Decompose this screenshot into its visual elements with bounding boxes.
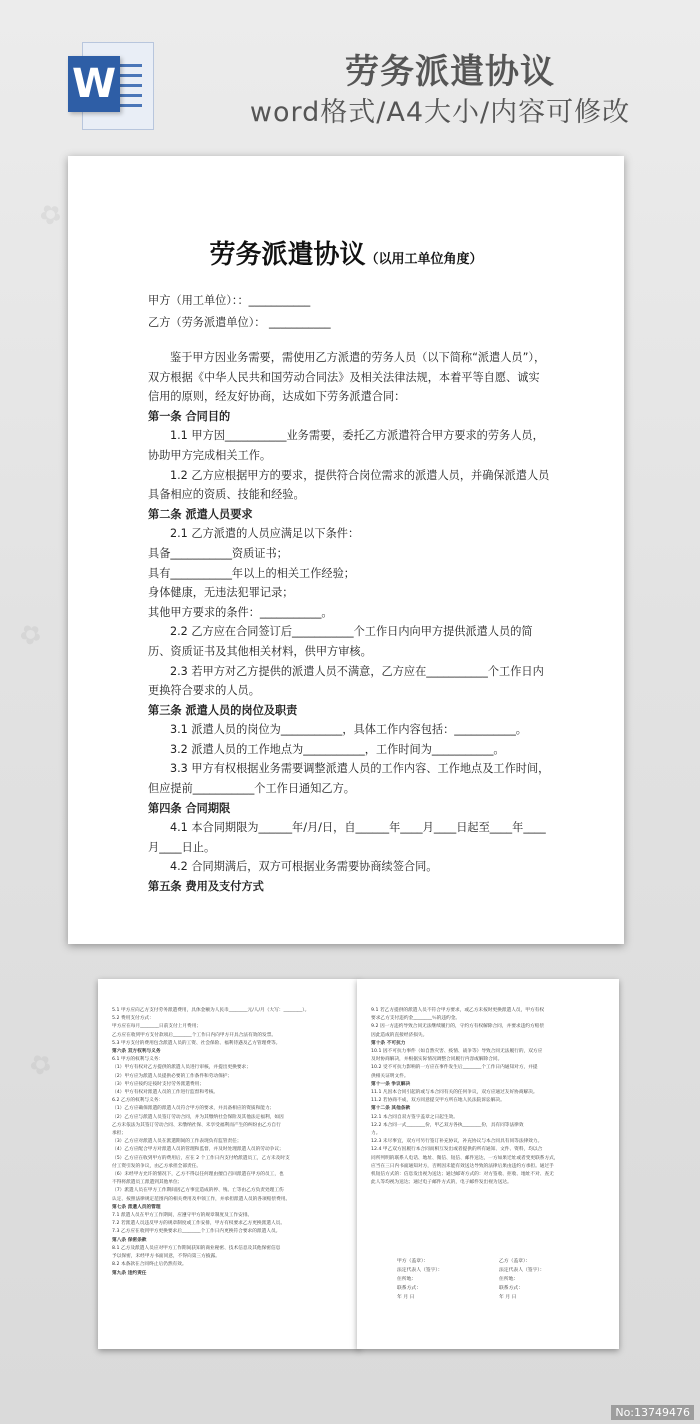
text-line: （3）甲方应按约定按时支付劳务派遣费用；: [112, 1081, 205, 1087]
thumbnail-2-text: [112, 1007, 344, 1278]
section-heading: 第七条 派遣人员的管理: [112, 1204, 161, 1210]
text-line: 此人等均视为送达；通过电子邮件方式的，电子邮件发出视为送达。: [371, 1180, 512, 1186]
section-heading: 第五条 费用及支付方式: [148, 880, 264, 894]
paragraph: 3.3 甲方有权根据业务需要调整派遣人员的工作内容、工作地点及工作时间，但应提前___________个工作日通知乙方。: [148, 762, 550, 796]
text-line: 9.1 若乙方提供的派遣人员不符合甲方要求，或乙方未按时更换派遣人员，甲方有权: [371, 1008, 545, 1013]
page-title: 劳务派遣协议: [345, 52, 555, 92]
text-line: 7.3 乙方应在收到甲方更换要求后________个工作日内更换符合要求的派遣人员。: [112, 1229, 281, 1235]
signature-line: 乙方（盖章）：: [499, 1259, 531, 1264]
signature-block-a: [397, 1257, 443, 1302]
document-page-thumbnail-3: [357, 979, 619, 1349]
watermark-decoration: ✿: [23, 1046, 58, 1084]
signature-line: 联系方式：: [499, 1286, 523, 1291]
text-line: 7.1 派遣人员在甲方工作期间，应遵守甲方的规章制度及工作安排。: [112, 1213, 253, 1219]
paragraph: 3.1 派遣人员的岗位为___________，具体工作内容包括：___________。: [170, 723, 527, 737]
text-line: （2）甲方应为派遣人员提供必要的工作条件和劳动保护；: [112, 1073, 233, 1079]
watermark-decoration: ✿: [33, 196, 68, 234]
signature-line: 住所地：: [499, 1277, 519, 1282]
text-line: 同所列明的联系人电话、地址、微信、短信、邮件送达，一方如果迁址或者变更联系方式，: [371, 1155, 559, 1161]
section-heading: 第三条 派遣人员的岗位及职责: [148, 703, 298, 717]
text-line: 力。: [371, 1131, 381, 1137]
text-line: 乙方未依法为其签订劳动合同、未缴纳社保、未享受福利而产生的纠纷由乙方自行: [112, 1122, 281, 1128]
text-line: 11.1 凡因本合同引起的或与本合同有关的任何争议，双方应通过友好协商解决。: [371, 1090, 538, 1096]
paragraph: 1.1 甲方因___________业务需要，委托乙方派遣符合甲方要求的劳务人员，协助甲方完成相关工作。: [148, 429, 544, 462]
signature-line: 法定代表人（签字）：: [397, 1268, 443, 1273]
text-line: 予以保密，未经甲方书面同意，不得向第三方披露。: [112, 1254, 220, 1260]
paragraph: 鉴于甲方因业务需要，需使用乙方派遣的劳务人员（以下简称“派遣人员”），双方根据《中华人民共和国劳动合同法》及相关法律法规，本着平等自愿、诚实信用的原则，经友好协商，达成如下劳务派遣合同：: [148, 351, 546, 404]
text-line: 5.1 甲方应向乙方支付劳务派遣费用，具体金额为人民币________元/人/月（大写：________）。: [112, 1008, 310, 1013]
section-heading: 第九条 违约责任: [112, 1270, 147, 1276]
text-line: （6）未经甲方允许的情况下，乙方不得以任何理由擅自召回派遣在甲方的员工，也: [112, 1172, 284, 1178]
section-heading: 第一条 合同目的: [148, 409, 231, 423]
text-line: 乙方应在收到甲方支付款项后________个工作日内向甲方开具合法有效的发票。: [112, 1032, 277, 1038]
signature-line: 住所地：: [397, 1277, 417, 1282]
party-a-line: 甲方（用工单位）：：___________: [148, 294, 311, 307]
text-line: 5.2 费用支付方式：: [112, 1016, 154, 1022]
signature-line: 法定代表人（签字）：: [499, 1268, 545, 1273]
text-line: 及时协商解决，并根据实际情况调整合同履行内容或解除合同。: [371, 1057, 503, 1063]
paragraph: 2.3 若甲方对乙方提供的派遣人员不满意，乙方应在___________个工作日内更换符合要求的人员。: [148, 664, 544, 698]
signature-line: 联系方式：: [397, 1286, 421, 1291]
text-line: 12.2 本合同一式________份，甲乙双方各执________份，具有同等法律效: [371, 1122, 524, 1128]
text-line: （2）乙方应与派遣人员签订劳动合同，并为其缴纳社会保险及其他法定福利，如因: [112, 1114, 284, 1120]
text-line: 5.3 甲方支付的费用包含派遣人员的工资、社会保险、福利待遇及乙方管理费等。: [112, 1040, 281, 1046]
text-line: 10.1 因不可抗力事件（如自然灾害、疫情、战争等）导致合同无法履行的，双方应: [371, 1049, 543, 1055]
text-line: 甲方应在每月________日前支付上月费用；: [112, 1024, 202, 1030]
text-line: （1）甲方有权对乙方提供的派遣人员进行审核，并提出更换要求；: [112, 1065, 251, 1071]
text-line: 7.2 若派遣人员违反甲方的规章制度或工作安排，甲方有权要求乙方更换派遣人员。: [112, 1221, 286, 1227]
page-subtitle: word格式/A4大小/内容可修改: [249, 97, 631, 128]
text-line: 供相关证明文件。: [371, 1073, 409, 1079]
text-line: 要求乙方支付违约金________％的违约金。: [371, 1016, 461, 1022]
text-line: 承担；: [112, 1131, 127, 1137]
text-line: 因此造成的直接经济损失。: [371, 1032, 428, 1038]
text-line: 9.2 因一方违约导致合同无法继续履行的，守约方有权解除合同，并要求违约方赔偿: [371, 1024, 545, 1030]
text-line: 应当在三日内书面通知对方，否则因未能有效送达导致的法律后果由违约方承担。通过手: [371, 1163, 554, 1169]
text-line: 8.2 本条款在合同终止后仍然有效。: [112, 1262, 187, 1268]
document-page-thumbnail-2: [98, 979, 360, 1349]
paragraph: 具有___________年以上的相关工作经验；: [148, 566, 355, 580]
watermark-decoration: ✿: [13, 616, 48, 654]
thumbnail-3-text: [371, 1007, 603, 1187]
text-line: 不得将派遣员工派遣到其他单位；: [112, 1180, 183, 1186]
paragraph: 4.2 合同期满后，双方可根据业务需要协商续签合同。: [170, 860, 438, 874]
document-page-main: [68, 156, 624, 944]
signature-line: 年 月 日: [499, 1295, 517, 1300]
text-line: （5）乙方应在收到甲方的费用后，应在 2 个工作日内支付给派遣员工，乙方未及时支: [112, 1155, 290, 1161]
paragraph: 2.1 乙方派遣的人员应满足以下条件：: [170, 527, 360, 541]
text-line: 机短信方式的：信息发出视为送达；通过邮寄方式的：对方签收、拒收、地址不对、查无: [371, 1172, 554, 1178]
text-line: 12.4 甲乙双方因履行本合同而相互发出或者提供的所有通知、文件、资料，均以合: [371, 1147, 543, 1153]
document-paragraphs: [148, 348, 550, 897]
text-line: （3）乙方应对派遣人员在派遣期间的工作表现负有监管责任；: [112, 1139, 242, 1145]
paragraph: 具备___________资质证书；: [148, 546, 288, 560]
section-heading: 第二条 派遣人员要求: [148, 507, 253, 521]
text-line: 认定、按照法律规定范围内的相关费用及申领工作，并承担派遣人员的各项赔偿费用。: [112, 1196, 291, 1202]
text-line: 6.1 甲方的权利与义务：: [112, 1057, 164, 1063]
document-title-sub: （以用工单位角度）: [365, 252, 483, 267]
text-line: 付工资引发的争议，由乙方承担全部责任。: [112, 1163, 202, 1169]
document-title: [68, 234, 624, 271]
document-body: [148, 290, 550, 897]
signature-line: 年 月 日: [397, 1295, 415, 1300]
text-line: （4）乙方应配合甲方对派遣人员的管理和监督，并及时处理派遣人员的劳动争议；: [112, 1147, 284, 1153]
paragraph: 身体健康，无违法犯罪记录；: [148, 586, 294, 600]
text-line: 8.1 乙方及派遣人员应对甲方工作期间获知的商业秘密、技术信息及其他保密信息: [112, 1245, 281, 1251]
paragraph: 2.2 乙方应在合同签订后___________个工作日内向甲方提供派遣人员的简历、资质证书及其他相关材料，供甲方审核。: [148, 625, 533, 658]
text-line: 11.2 若协商不成，双方同意提交甲方所在地人民法院诉讼解决。: [371, 1098, 505, 1104]
text-line: 12.3 未尽事宜，双方可另行签订补充协议，补充协议与本合同具有同等法律效力。: [371, 1139, 543, 1145]
section-heading: 第四条 合同期限: [148, 801, 231, 815]
paragraph: 其他甲方要求的条件：___________。: [148, 605, 333, 619]
document-title-main: 劳务派遣协议: [209, 240, 366, 270]
paragraph: 4.1 本合同期限为______年/月/日，自______年____月____日起至____年____月____日止。: [148, 821, 546, 854]
section-heading: 第十条 不可抗力: [371, 1040, 406, 1046]
paragraph: 1.2 乙方应根据甲方的要求，提供符合岗位需求的派遣人员，并确保派遣人员具备相应的资质、技能和经验。: [148, 468, 550, 502]
signature-block-b: [499, 1257, 545, 1302]
section-heading: 第六条 双方权利与义务: [112, 1049, 161, 1055]
image-id-stamp: No:13749476: [611, 1405, 694, 1420]
section-heading: 第十一条 争议解决: [371, 1081, 411, 1087]
text-line: 12.1 本合同自双方签字盖章之日起生效。: [371, 1114, 458, 1120]
section-heading: 第十二条 其他条款: [371, 1106, 411, 1112]
text-line: （4）甲方有权对派遣人员的工作进行监督和考核。: [112, 1090, 219, 1096]
party-b-line: 乙方（劳务派遣单位）： ___________: [148, 316, 331, 329]
text-line: （1）乙方应确保派遣的派遣人员符合甲方的要求，并具备相应的资质和能力；: [112, 1106, 275, 1112]
text-line: （7）派遣人员在甲方工作期间因乙方事宜造成的停、残、亡等由乙方负责处理工伤: [112, 1188, 284, 1194]
signature-line: 甲方（盖章）：: [397, 1259, 429, 1264]
text-line: 10.2 受不可抗力影响的一方应在事件发生后________个工作日内通知对方，并提: [371, 1065, 538, 1071]
text-line: 6.2 乙方的权利与义务：: [112, 1098, 164, 1104]
paragraph: 3.2 派遣人员的工作地点为___________，工作时间为___________。: [170, 742, 505, 756]
word-document-icon: [68, 42, 152, 128]
section-heading: 第八条 保密条款: [112, 1237, 147, 1243]
word-logo-letter: W: [68, 56, 120, 112]
